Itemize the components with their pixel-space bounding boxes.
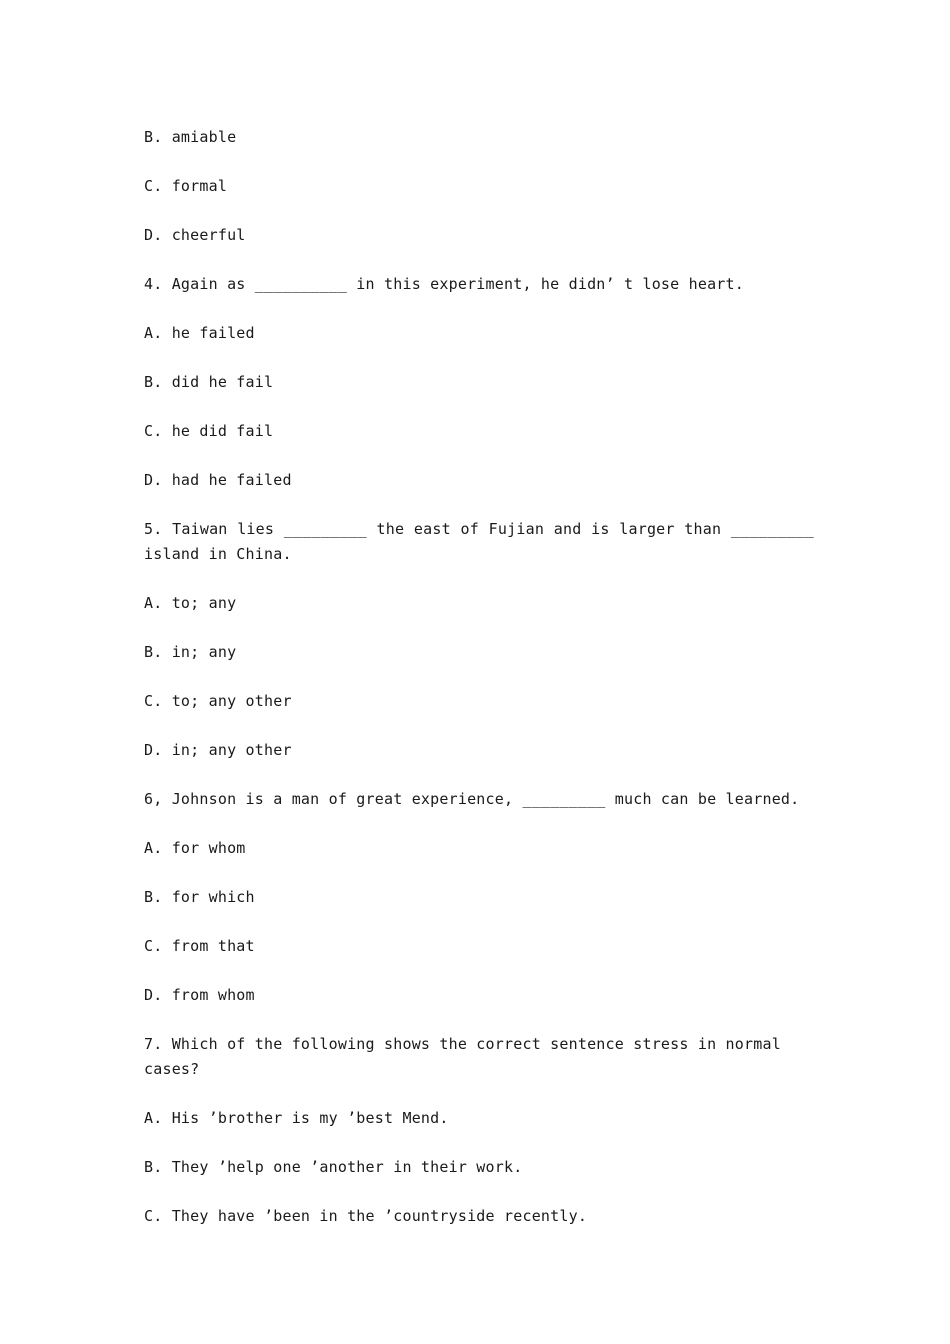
document-page bbox=[144, 125, 814, 1253]
option-7a: A. His ’brother is my ’best Mend. bbox=[144, 1109, 449, 1127]
option-7b: B. They ’help one ’another in their work. bbox=[144, 1158, 523, 1176]
option-4b: B. did he fail bbox=[144, 373, 274, 391]
question-5: 5. Taiwan lies _________ the east of Fujian and is larger than _________ island in China. bbox=[144, 520, 814, 563]
question-7: 7. Which of the following shows the correct sentence stress in normal cases? bbox=[144, 1035, 791, 1078]
option-5b: B. in; any bbox=[144, 643, 237, 661]
option-3b: B. amiable bbox=[144, 128, 237, 146]
question-6: 6, Johnson is a man of great experience, _________ much can be learned. bbox=[144, 790, 800, 808]
option-5a: A. to; any bbox=[144, 594, 237, 612]
option-6d: D. from whom bbox=[144, 986, 255, 1004]
option-5d: D. in; any other bbox=[144, 741, 292, 759]
option-4d: D. had he failed bbox=[144, 471, 292, 489]
question-4: 4. Again as __________ in this experiment, he didn’ t lose heart. bbox=[144, 275, 744, 293]
option-3d: D. cheerful bbox=[144, 226, 246, 244]
option-6b: B. for which bbox=[144, 888, 255, 906]
option-3c: C. formal bbox=[144, 177, 228, 195]
option-4a: A. he failed bbox=[144, 324, 255, 342]
option-7c: C. They have ’been in the ’countryside recently. bbox=[144, 1207, 588, 1225]
option-6c: C. from that bbox=[144, 937, 255, 955]
option-4c: C. he did fail bbox=[144, 422, 274, 440]
option-6a: A. for whom bbox=[144, 839, 246, 857]
option-5c: C. to; any other bbox=[144, 692, 292, 710]
